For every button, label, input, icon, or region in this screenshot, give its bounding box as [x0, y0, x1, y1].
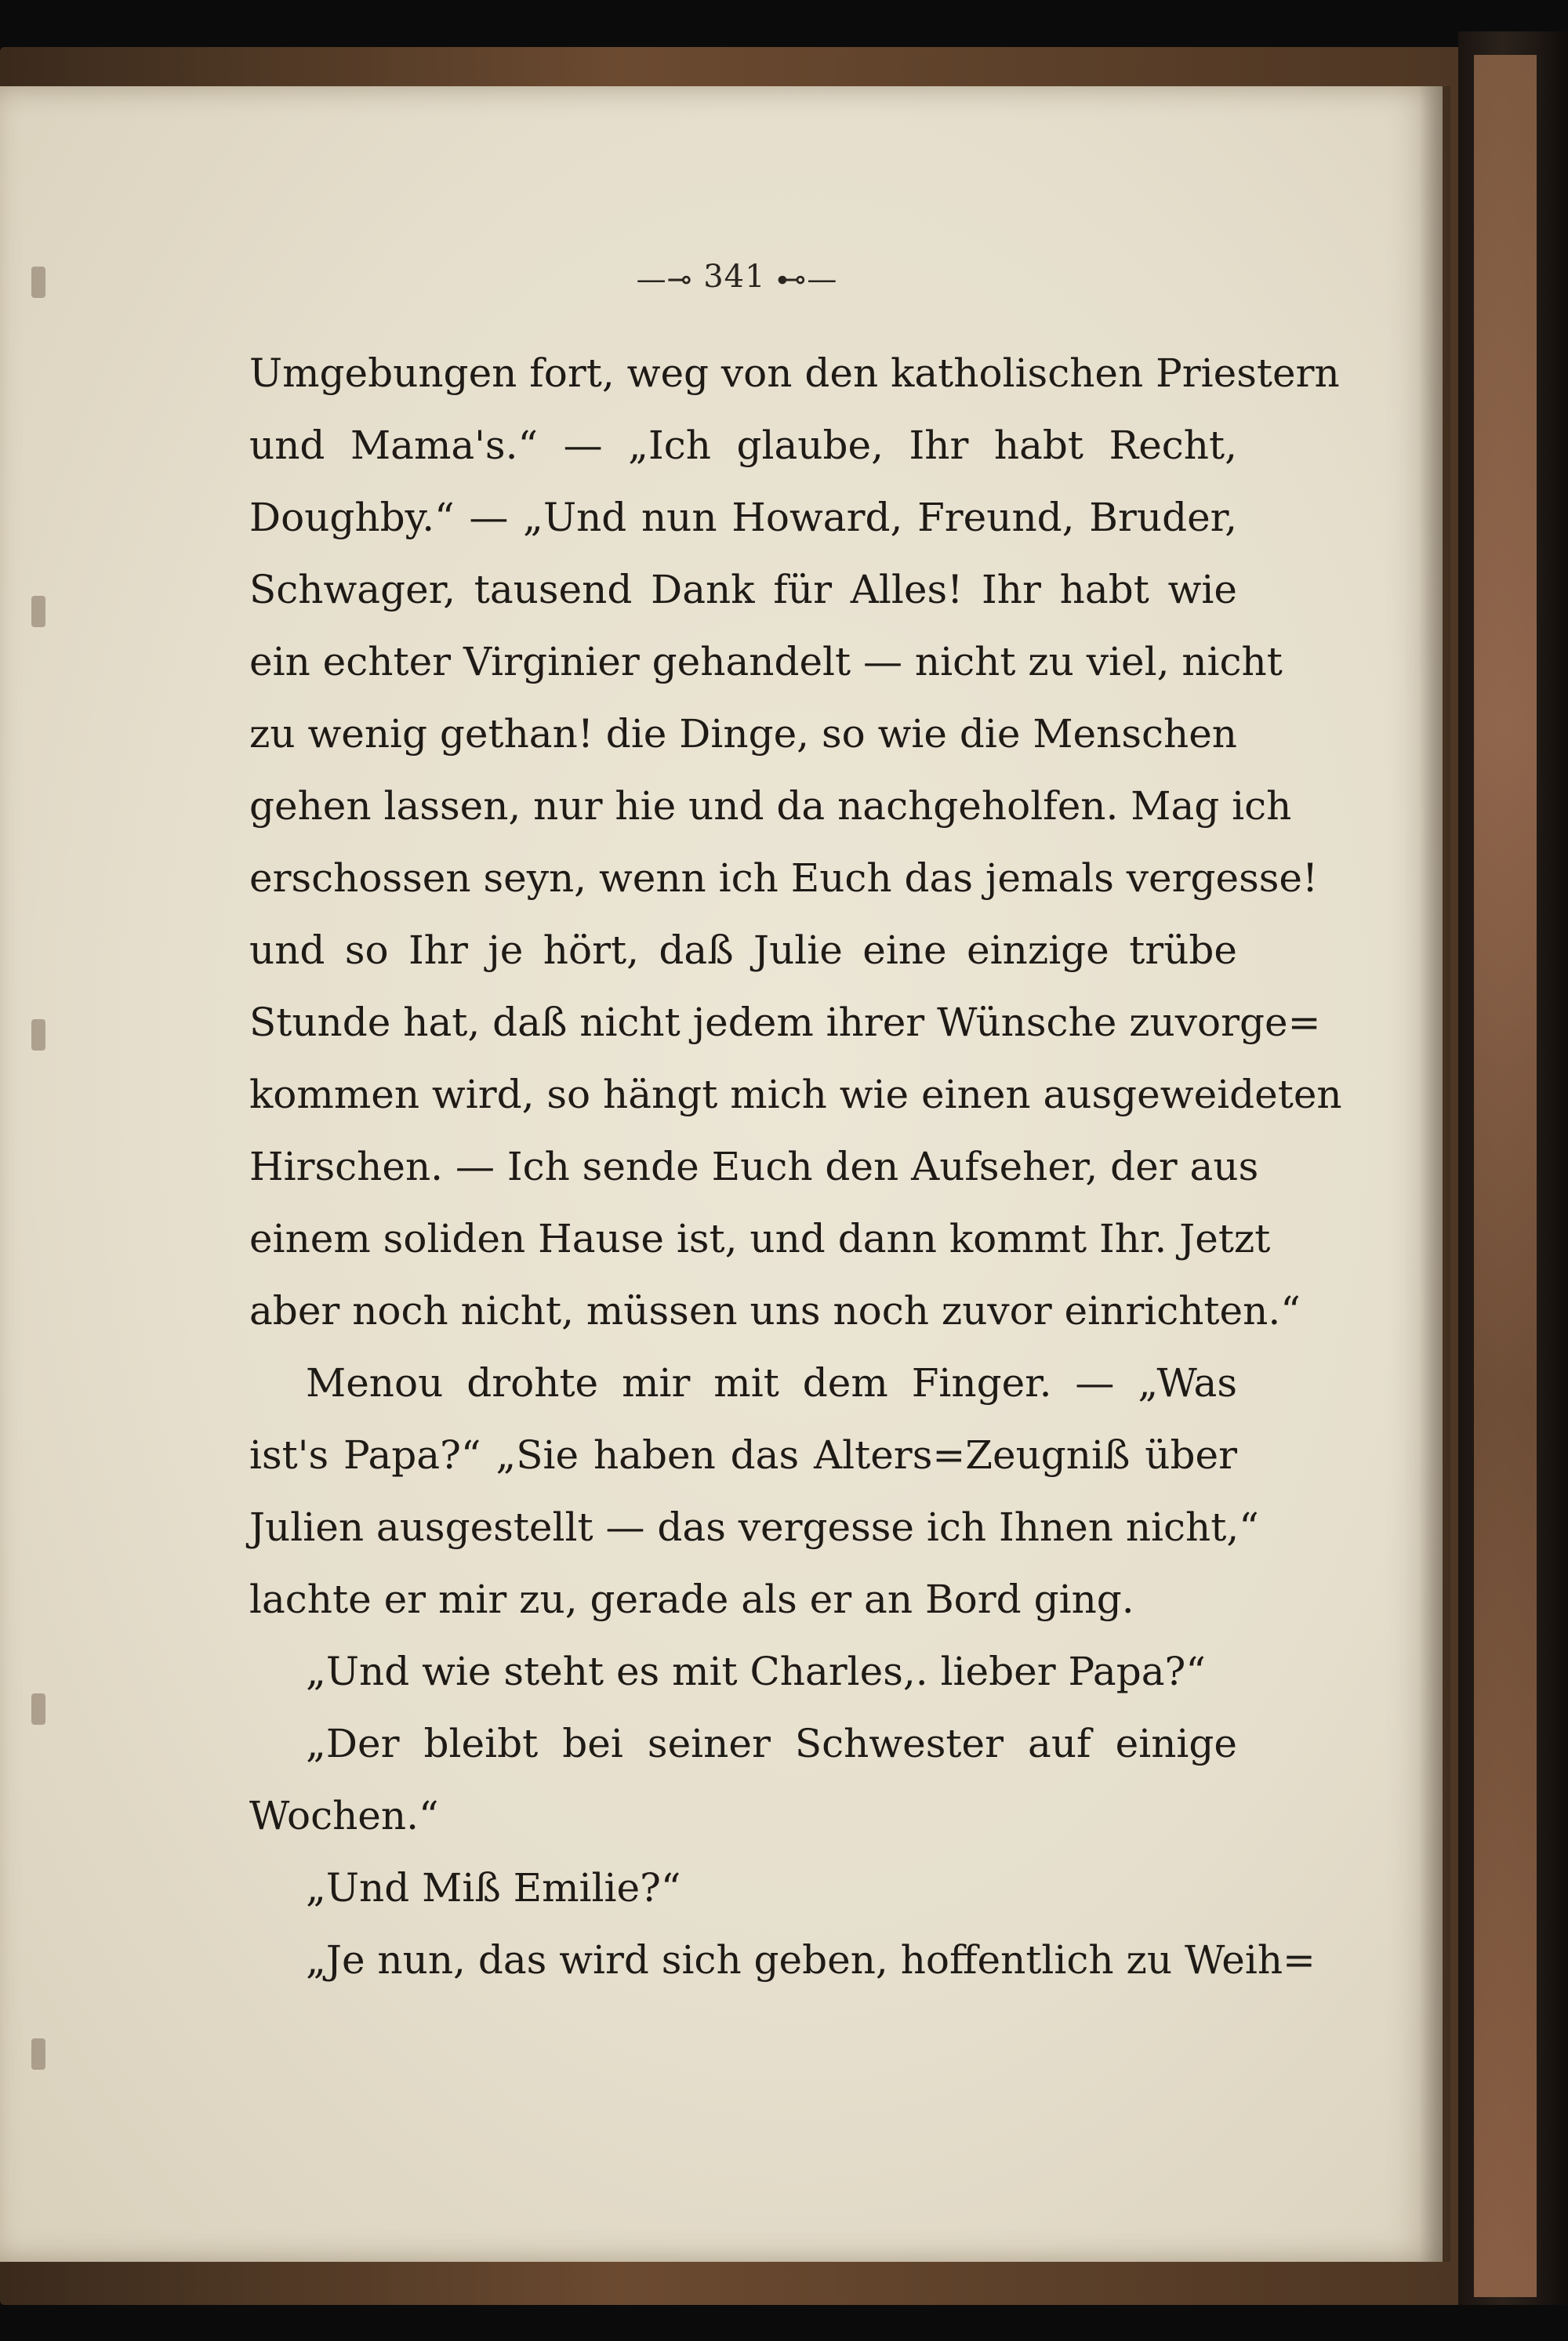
- text-line: Menou drohte mir mit dem Finger. — „Was: [306, 1360, 1237, 1406]
- text-line: gehen lassen, nur hie und da nachgeholfen. Mag ich: [249, 783, 1292, 829]
- body-text: [249, 337, 1342, 1996]
- text-line: ist's Papa?“ „Sie haben das Alters=Zeugniß über: [249, 1432, 1237, 1478]
- text-line: Schwager, tausend Dank für Alles! Ihr habt wie: [249, 567, 1237, 612]
- text-line: Umgebungen fort, weg von den katholischen Priestern: [249, 350, 1340, 396]
- stitch-mark: [31, 596, 45, 627]
- text-line: „Und Miß Emilie?“: [306, 1865, 681, 1911]
- text-line: und so Ihr je hört, daß Julie eine einzige trübe: [249, 927, 1237, 973]
- text-line: aber noch nicht, müssen uns noch zuvor einrichten.“: [249, 1288, 1301, 1334]
- header-ornament-left: —⊸: [636, 262, 693, 296]
- gutter-stitch-marks: [24, 267, 55, 2148]
- text-line: Doughby.“ — „Und nun Howard, Freund, Bruder,: [249, 495, 1237, 540]
- text-line: erschossen seyn, wenn ich Euch das jemals vergesse!: [249, 855, 1319, 901]
- stitch-mark: [31, 1693, 45, 1725]
- text-line: „Je nun, das wird sich geben, hoffentlich zu Weih=: [306, 1937, 1316, 1983]
- page-shadow: [1419, 86, 1450, 2262]
- text-line: Hirschen. — Ich sende Euch den Aufseher, der aus: [249, 1144, 1259, 1189]
- text-line: „Der bleibt bei seiner Schwester auf einige: [306, 1721, 1237, 1766]
- text-line: und Mama's.“ — „Ich glaube, Ihr habt Recht,: [249, 423, 1237, 468]
- stitch-mark: [31, 267, 45, 298]
- stitch-mark: [31, 1019, 45, 1051]
- page-number-header: [580, 259, 894, 306]
- text-line: ein echter Virginier gehandelt — nicht zu viel, nicht: [249, 639, 1283, 684]
- text-line: zu wenig gethan! die Dinge, so wie die Menschen: [249, 711, 1238, 757]
- header-ornament-right: ⊷—: [776, 262, 838, 296]
- page-number: 341: [703, 259, 766, 295]
- text-line: „Und wie steht es mit Charles,. lieber Papa?“: [306, 1649, 1206, 1694]
- text-line: Wochen.“: [249, 1793, 439, 1838]
- text-line: lachte er mir zu, gerade als er an Bord ging.: [249, 1577, 1134, 1622]
- text-line: einem soliden Hause ist, und dann kommt Ihr. Jetzt: [249, 1216, 1271, 1261]
- text-line: kommen wird, so hängt mich wie einen ausgeweideten: [249, 1072, 1342, 1117]
- stitch-mark: [31, 2038, 45, 2070]
- text-line: Julien ausgestellt — das vergesse ich Ihnen nicht,“: [249, 1504, 1259, 1550]
- text-line: Stunde hat, daß nicht jedem ihrer Wünsche zuvorge=: [249, 1000, 1321, 1045]
- cover-edge-strip: [1474, 55, 1537, 2297]
